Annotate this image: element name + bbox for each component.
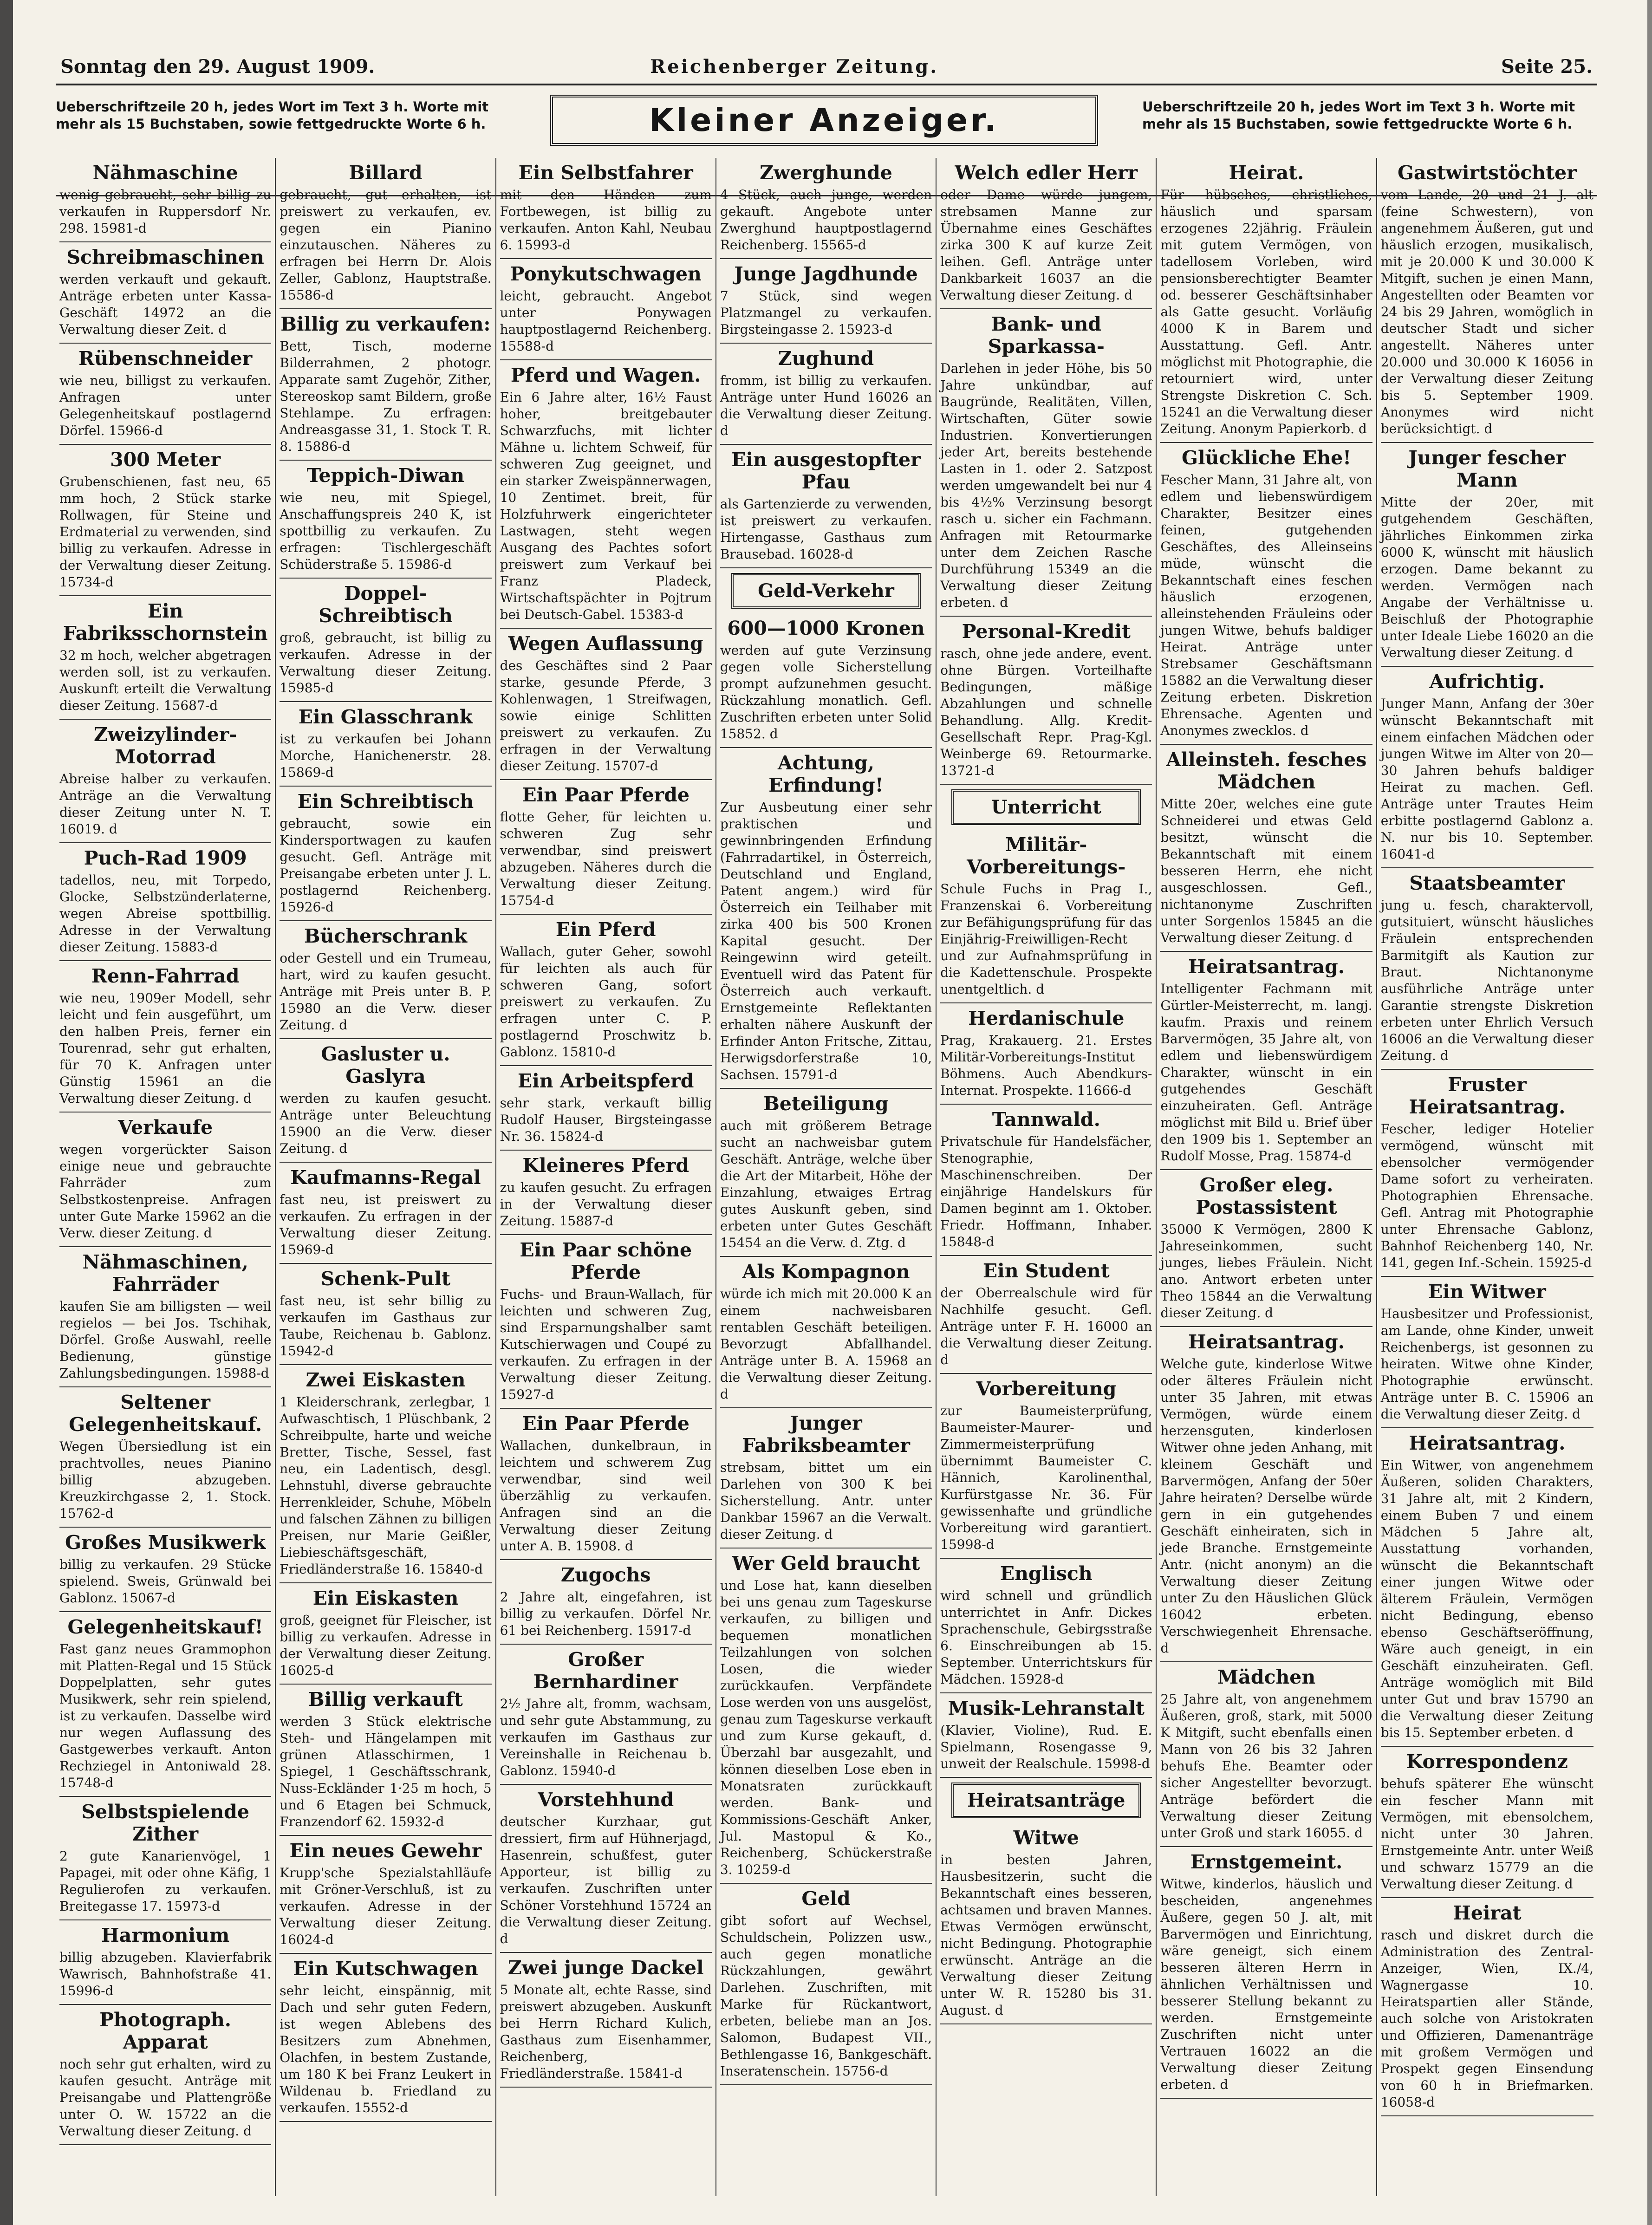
- ad-title: Glückliche Ehe!: [1181, 447, 1352, 469]
- ad-text: Grubenschienen, fast neu, 65 mm hoch, 2 Stück starke Rollwagen, für Steine und Erdmaterial zu verwenden, sind billig zu verkaufen. Adresse in der Verwaltung dieser Zeitung. 15734-d: [59, 474, 272, 590]
- ad-title: Heiratsantrag.: [1188, 956, 1345, 978]
- classified-ad: [500, 1785, 712, 1953]
- ad-text: oder Dame würde jungem, strebsamen Manne zur Übernahme eines Geschäftes zirka 300 K auf kurze Zeit leihen. Gefl. Anträge unter Dankbarkeit 16037 an die Verwaltung dieser Zeitung. d: [940, 187, 1152, 303]
- ad-text: wenig gebraucht, sehr billig zu verkaufen in Ruppersdorf Nr. 298. 15981-d: [59, 187, 272, 236]
- ad-text: deutscher Kurzhaar, gut dressiert, firm auf Hühnerjagd, Hasenrein, schußfest, guter Apporteur, ist billig zu verkaufen. Zuschriften unter Schöner Vorstehhund 15724 an die Verwaltung dieser Zeitung. d: [500, 1814, 712, 1946]
- ad-title: Gasluster u. Gaslyra: [321, 1043, 450, 1087]
- classified-ad: [280, 1583, 491, 1685]
- scan-edge-right: [1647, 0, 1652, 2225]
- ad-text: behufs späterer Ehe wünscht ein fescher Mann mit Vermögen, mit ebensolchem, nicht unter 30 Jahren. Ernstgemeinte Antr. unter Weiß und schwarz 15779 an die Verwaltung dieser Zeitung. d: [1380, 1776, 1593, 1892]
- classified-ad: [500, 629, 712, 780]
- ad-title: Herdanischule: [968, 1007, 1125, 1029]
- classified-ad: [500, 915, 712, 1066]
- ad-text: 2½ Jahre alt, fromm, wachsam, und sehr gute Abstammung, zu verkaufen im Gasthaus zur Vereinshalle in Reichenau b. Gablonz. 15940-d: [500, 1696, 712, 1778]
- ad-text: Fast ganz neues Grammophon mit Platten-Regal und 15 Stück Doppelplatten, sehr gutes Musikwerk, sehr rein spielend, ist zu verkaufen. Dasselbe wird nur wegen Auflassung des Gastgewerbes verkauft. Anton Rechziegel in Antoniwald 28. 15748-d: [59, 1641, 272, 1790]
- classified-ad: [59, 961, 271, 1112]
- classified-ad: [940, 1256, 1152, 1374]
- date-line: Sonntag den 29. August 1909.: [60, 56, 375, 78]
- ad-title: Heiratsantrag.: [1409, 1432, 1566, 1454]
- classified-ad: [500, 1235, 712, 1409]
- ad-title: Wer Geld braucht: [732, 1552, 920, 1574]
- newspaper-page: [56, 51, 1597, 2201]
- ad-text: Wallachen, dunkelbraun, in leichtem und schwerem Zug verwendbar, sind weil überzählig zu verkaufen. Anfragen sind an die Verwaltung dieser Zeitung unter A. B. 15908. d: [500, 1438, 712, 1554]
- ad-text: werden auf gute Verzinsung gegen volle Sicherstellung prompt aufzunehmen gesucht. Rückzahlung monatlich. Gefl. Zuschriften erbeten unter Solid 15852. d: [720, 643, 932, 742]
- ad-text: Abreise halber zu verkaufen. Anträge an die Verwaltung dieser Zeitung unter N. T. 16019. d: [59, 771, 272, 837]
- classified-ad: [940, 158, 1152, 309]
- classified-ad: [1160, 443, 1372, 745]
- ad-text: und Lose hat, kann dieselben bei uns genau zum Tageskurse verkaufen, zu billigen und bequemen monatlichen Teilzahlungen von solchen Losen, die wieder zurückkaufen. Verpfändete Lose werden von uns ausgelöst, genau zum Tageskurse verkauft und zum Kurse gekauft, d. Überzahl bar ausgezahlt, und können dieselben Lose eben in Monatsraten zurückkauft werden. Bank- und Kommissions-Geschäft Anker, Jul. Mastopul & Ko., Reichenberg, Schückerstraße 3. 10259-d: [720, 1578, 932, 1877]
- ad-title: Aufrichtig.: [1429, 670, 1545, 693]
- running-head: [56, 51, 1597, 85]
- classified-ad: [1160, 1662, 1372, 1847]
- ad-text: leicht, gebraucht. Angebot unter Ponywagen hauptpostlagernd Reichenberg. 15588-d: [500, 288, 712, 354]
- classified-ad: [59, 596, 271, 720]
- ad-title: Gelegenheitskauf!: [67, 1616, 263, 1638]
- ad-column-3: [496, 158, 716, 2196]
- ad-title: Ein Kutschwagen: [293, 1958, 478, 1980]
- classified-ad: [500, 780, 712, 915]
- ad-text: wird schnell und gründlich unterrichtet in Anfr. Dickes Sprachenschule, Gebirgsstraße 6. Einschreibungen ab 15. September. Unterrichtskurs für Mädchen. 15928-d: [940, 1588, 1152, 1687]
- ad-title: Ein Paar Pferde: [522, 1412, 689, 1435]
- classified-ad: [280, 579, 491, 702]
- ad-title: Ein Schreibtisch: [297, 790, 474, 813]
- ad-title: Junger Fabriksbeamter: [741, 1412, 911, 1457]
- classified-ad: [59, 344, 271, 445]
- ad-title: Schenk-Pult: [320, 1268, 451, 1290]
- classified-ad: [280, 1685, 491, 1836]
- ad-title: Billig verkauft: [308, 1688, 463, 1711]
- ad-text: Wallach, guter Geher, sowohl für leichten als auch für schweren Gang, sofort preiswert zu verkaufen. Zu erfragen unter C. P. postlagernd Proschwitz b. Gablonz. 15810-d: [500, 944, 712, 1060]
- ad-title: Ein Paar schöne Pferde: [520, 1239, 692, 1283]
- section-heading: Unterricht: [951, 789, 1141, 825]
- classified-ad: [1160, 952, 1372, 1170]
- classified-ad: [1381, 667, 1593, 868]
- ad-title: Zwerghunde: [760, 162, 892, 184]
- classified-ad: [280, 1163, 491, 1264]
- ad-text: sehr leicht, einspännig, mit Dach und sehr guten Federn, ist wegen Ablebens des Besitzers zum Abnehmen, Olachfen, in bestem Zustande, um 180 K bei Franz Leukert in Wildenau b. Friedland zu verkaufen. 15552-d: [280, 1983, 492, 2115]
- ad-text: 7 Stück, sind wegen Platzmangel zu verkaufen. Birgsteingasse 2. 15923-d: [720, 288, 932, 337]
- ad-title: Witwe: [1013, 1827, 1079, 1849]
- newspaper-name: Reichenberger Zeitung.: [650, 56, 939, 78]
- ad-text: gebraucht, sowie ein Kindersportwagen zu kaufen gesucht. Gefl. Anträge mit Preisangabe erbeten unter J. L. postlagernd Reichenberg. 15926-d: [280, 816, 492, 915]
- ad-text: fast neu, ist preiswert zu verkaufen. Zu erfragen in der Verwaltung dieser Zeitung. 15969-d: [280, 1192, 492, 1257]
- ad-title: Achtung, Erfindung!: [768, 752, 884, 796]
- ad-title: Fruster Heiratsantrag.: [1409, 1073, 1566, 1118]
- classified-ad: [720, 613, 932, 748]
- page-number: Seite 25.: [1501, 56, 1593, 78]
- classified-ad: [1160, 1847, 1372, 2099]
- classified-ad: [1381, 1070, 1593, 1277]
- ad-text: noch sehr gut erhalten, wird zu kaufen gesucht. Anträge mit Preisangabe und Plattengröße unter O. W. 15722 an die Verwaltung dieser Zeitung. d: [59, 2056, 272, 2139]
- ad-text: groß, gebraucht, ist billig zu verkaufen. Adresse in der Verwaltung dieser Zeitung. 15985-d: [280, 630, 492, 696]
- ad-text: Witwe, kinderlos, häuslich und bescheiden, angenehmes Äußere, gegen 50 J. alt, mit Barvermögen und Einrichtung, wäre geneigt, sich einem besseren älteren Herrn in ähnlichen Verhältnissen und besserer Stellung bekannt zu werden. Ernstgemeinte Zuschriften nicht unter Vertrauen 16022 an die Verwaltung dieser Zeitung erbeten. d: [1160, 1876, 1372, 2092]
- classified-ad: [940, 1823, 1152, 2024]
- ad-text: oder Gestell und ein Trumeau, hart, wird zu kaufen gesucht. Anträge mit Preis unter B. P. 15980 an die Verw. dieser Zeitung. d: [280, 950, 492, 1033]
- ad-text: 35000 K Vermögen, 2800 K Jahreseinkommen, sucht junges, liebes Fräulein. Nicht ano. Antwort erbeten unter Theo 15844 an die Verwaltung dieser Zeitung. d: [1160, 1222, 1372, 1321]
- ad-title: Welch edler Herr: [955, 162, 1138, 184]
- classified-ad: [720, 445, 932, 568]
- classified-ad: [59, 445, 271, 596]
- ad-text: billig zu verkaufen. 29 Stücke spielend. Sweis, Grünwald bei Gablonz. 15067-d: [59, 1557, 272, 1606]
- ad-title: Bücherschrank: [304, 925, 467, 947]
- classified-ad: [940, 1559, 1152, 1693]
- ad-text: würde ich mich mit 20.000 K an einem nachweisbaren rentablen Geschäft beteiligen. Bevorzugt Abfallhandel. Anträge unter B. A. 15968 an die Verwaltung dieser Zeitung. d: [720, 1286, 932, 1402]
- ad-text: Schule Fuchs in Prag I., Franzenskai 6. Vorbereitung zur Befähigungsprüfung für das Einjährig-Freiwilligen-Recht und zur Aufnahmsprüfung in die Kadettenschule. Prospekte unentgeltlich. d: [940, 881, 1152, 997]
- ad-title: Vorbereitung: [976, 1378, 1117, 1400]
- ad-text: auch mit größerem Betrage sucht an nachweisbar gutem Geschäft. Anträge, welche über die Art der Mitarbeit, Höhe der Einzahlung, etwaiges Ertrag gutes Auskunft geben, sind erbeten unter Gutes Geschäft 15454 an die Verw. d. Ztg. d: [720, 1118, 932, 1250]
- ad-text: Fescher, lediger Hotelier vermögend, wünscht mit ebensolcher vermögender Dame sofort zu verheiraten. Photographien Ehrensache. Gefl. Antrag mit Photographie unter Ehrensache Gablonz, Bahnhof Reichenberg 140, Nr. 141, gegen Inf.-Schein. 15925-d: [1380, 1121, 1593, 1270]
- classified-ad: [500, 1953, 712, 2088]
- classified-ad: [500, 158, 712, 259]
- ad-title: Junger fescher Mann: [1408, 447, 1566, 491]
- ad-title: Ein Selbstfahrer: [518, 162, 693, 184]
- classified-ad: [280, 1365, 491, 1583]
- ad-title: Kleineres Pferd: [522, 1154, 689, 1177]
- ad-text: tadellos, neu, mit Torpedo, Glocke, Selbstzünderlaterne, wegen Abreise spottbillig. Adresse in der Verwaltung dieser Zeitung. 15883-d: [59, 872, 272, 955]
- ad-title: Wegen Auflassung: [508, 632, 703, 655]
- ad-text: mit den Händen zum Fortbewegen, ist billig zu verkaufen. Anton Kahl, Neubau 6. 15993-d: [500, 187, 712, 253]
- ad-title: Heiratsantrag.: [1188, 1331, 1345, 1353]
- ad-text: rasch, ohne jede andere, event. ohne Bürgen. Vorteilhafte Bedingungen, mäßige Abzahlungen und schnelle Behandlung. Allg. Kredit-Gesellschaft Repr. Prag-Kgl. Weinberge 69. Retourmarke. 13721-d: [940, 646, 1152, 778]
- ad-title: Militär-Vorbereitungs-: [967, 833, 1126, 878]
- classified-ad: [1160, 1170, 1372, 1327]
- ad-text: der Oberrealschule wird für Nachhilfe gesucht. Gefl. Anträge unter F. H. 16000 an die Verwaltung dieser Zeitung. d: [940, 1285, 1152, 1367]
- classified-ad: [59, 1528, 271, 1612]
- ad-text: ist zu verkaufen bei Johann Morche, Hanichenerstr. 28. 15869-d: [280, 731, 492, 780]
- classified-ad: [1160, 158, 1372, 443]
- ad-title: Zweizylinder-Motorrad: [93, 723, 237, 768]
- ad-text: sehr stark, verkauft billig Rudolf Hauser, Birgsteingasse Nr. 36. 15824-d: [500, 1095, 712, 1144]
- ad-text: 5 Monate alt, echte Rasse, sind preiswert abzugeben. Auskunft bei Herrn Richard Kulich, Gasthaus zum Eisenhammer, Reichenberg, Friedländerstraße. 15841-d: [500, 1982, 712, 2081]
- classified-ad: [59, 1920, 271, 2005]
- classified-ad: [280, 1954, 491, 2122]
- ad-text: Intelligenter Fachmann mit Gürtler-Meisterrecht, m. langj. kaufm. Praxis und reinem Barvermögen, 35 Jahre alt, von edlem und liebenswürdigem Charakter, wünscht in ein gutgehendes Geschäft einzuheiraten. Gefl. Anträge möglichst mit Bild u. Brief über den 1909 bis 1. September an Rudolf Mosse, Prag. 15874-d: [1160, 981, 1372, 1164]
- classified-ad: [500, 1066, 712, 1151]
- classified-ad: [940, 1105, 1152, 1256]
- classified-ad: [500, 1151, 712, 1235]
- classified-ad: [1381, 1747, 1593, 1898]
- ad-title: Ein neues Gewehr: [289, 1840, 482, 1862]
- ad-text: Mitte der 20er, mit gutgehendem Geschäften, jährliches Einkommen zirka 6000 K, wünscht mit häuslich erzogen. Dame bekannt zu werden. Vermögen nach Angabe der Verhältnisse u. Beischluß der Photographie unter Ideale Liebe 16020 an die Verwaltung dieser Zeitung. d: [1380, 494, 1593, 660]
- classified-ad: [280, 702, 491, 787]
- ad-column-2: [276, 158, 496, 2196]
- ad-text: Für hübsches, christliches, häuslich und sparsam erzogenes 22jährig. Fräulein mit gutem Vermögen, von tadellosem Vorleben, wird pensionsberechtigter Beamter od. besserer Geschäftsinhaber als Gatte gesucht. Vorläufig 4000 K in Barem und Ausstattung. Gefl. Antr. möglichst mit Photographie, die retourniert wird, unter Strengste Diskretion C. Sch. 15241 an die Verwaltung dieser Zeitung. Anonym Papierkorb. d: [1160, 187, 1372, 436]
- ad-title: Zwei junge Dackel: [507, 1957, 704, 1979]
- classified-ad: [280, 461, 491, 579]
- classified-ad: [280, 309, 491, 461]
- ad-title: Ein Fabriksschornstein: [63, 600, 268, 644]
- ad-title: Junge Jagdhunde: [734, 263, 918, 285]
- ad-column-7: [1377, 158, 1597, 2196]
- ad-text: Krupp'sche Spezialstahlläufe mit Gröner-Verschluß, ist zu verkaufen. Adresse in der Verwaltung dieser Zeitung. 16024-d: [280, 1865, 492, 1947]
- ad-text: Zur Ausbeutung einer sehr praktischen und gewinnbringenden Erfindung (Fahrradartikel, in Österreich, Deutschland und England, Patent angem.) wird für Österreich ein Teilhaber mit zirka 400 bis 500 Kronen Kapital gesucht. Der Reingewinn wird geteilt. Eventuell wird das Patent für Österreich auch verkauft. Ernstgemeinte Reflektanten erhalten nähere Auskunft der Erfinder Anton Fritsche, Zittau, Herwigsdorferstraße 10, Sachsen. 15791-d: [720, 800, 932, 1082]
- classified-ad: [500, 1560, 712, 1645]
- ad-text: Mitte 20er, welches eine gute Schneiderei und etwas Geld besitzt, wünscht die Bekanntschaft mit einem besseren Herrn, ehe nicht ausgeschlossen. Gefl., nichtanonyme Zuschriften unter Sorgenlos 15845 an die Verwaltung dieser Zeitung. d: [1160, 796, 1372, 945]
- classified-ad: [1381, 1898, 1593, 2116]
- ad-title: Heirat.: [1229, 162, 1304, 184]
- section-heading: Geld-Verkehr: [731, 573, 921, 609]
- ad-title: Seltener Gelegenheitskauf.: [69, 1391, 262, 1436]
- ad-title: Rübenschneider: [78, 347, 253, 370]
- ad-text: Fuchs- und Braun-Wallach, für leichten und schweren Zug, sind Ersparnungshalber samt Kutschierwagen und Coupé zu verkaufen. Zu erfragen in der Verwaltung dieser Zeitung. 15927-d: [500, 1287, 712, 1402]
- ad-text: zu kaufen gesucht. Zu erfragen in der Verwaltung dieser Zeitung. 15887-d: [500, 1180, 712, 1229]
- ad-text: werden zu kaufen gesucht. Anträge unter Beleuchtung 15900 an die Verw. dieser Zeitung. d: [280, 1091, 492, 1156]
- ad-text: wie neu, billigst zu verkaufen. Anfragen unter Gelegenheitskauf postlagernd Dörfel. 15966-d: [59, 373, 272, 438]
- ad-column-4: [716, 158, 937, 2196]
- ad-title: Alleinsteh. fesches Mädchen: [1166, 748, 1367, 793]
- ad-text: werden verkauft und gekauft. Anträge erbeten unter Kassa-Geschäft 14972 an die Verwaltung dieser Zeit. d: [59, 272, 272, 337]
- ad-text: wie neu, 1909er Modell, sehr leicht und fein ausgeführt, um den halben Preis, ferner ein Tourenrad, sehr gut erhalten, für 70 K. Anfragen unter Günstig 15961 an die Verwaltung dieser Zeitung. d: [59, 990, 272, 1106]
- ad-text: Welche gute, kinderlose Witwe oder älteres Fräulein nicht unter 35 Jahren, mit etwas Vermögen, würde einem herzensguten, kinderlosen Witwer ohne jeden Anhang, mit kleinem Geschäft und Barvermögen, Anfang der 50er Jahre heiraten? Derselbe würde gern in ein gutgehendes Geschäft einheiraten, sich in jede Branche. Ernstgemeinte Antr. (nicht anonym) an die Verwaltung dieser Zeitung unter Zu den Häuslichen Glück 16042 erbeten. Verschwiegenheit Ehrensache. d: [1160, 1356, 1372, 1656]
- section-title: Kleiner Anzeiger.: [550, 95, 1098, 146]
- ad-title: Ein Paar Pferde: [522, 784, 689, 806]
- classified-ad: [59, 1387, 271, 1528]
- ad-text: fromm, ist billig zu verkaufen. Anträge unter Hund 16026 an die Verwaltung dieser Zeitung. d: [720, 373, 932, 438]
- ad-title: Doppel-Schreibtisch: [319, 582, 453, 627]
- ad-title: Schreibmaschinen: [66, 246, 264, 268]
- classified-ad: [940, 830, 1152, 1003]
- ad-text: wie neu, mit Spiegel, Anschaffungspreis 240 K, ist spottbillig zu verkaufen. Zu erfragen: Tischlergeschäft Schüderstraße 5. 15986-d: [280, 490, 492, 572]
- ad-title: Billard: [349, 162, 423, 184]
- ad-title: Tannwald.: [992, 1108, 1100, 1131]
- ad-text: Ein 6 Jahre alter, 16½ Faust hoher, breitgebauter Schwarzfuchs, mit lichter Mähne u. lichtem Schweif, für schweren Zug geeignet, und ein starker Zweispännerwagen, 10 Zentimet. breit, für Holzfuhrwerk eingerichteter Lastwagen, steht wegen Ausgang des Pachtes sofort preiswert zum Verkauf bei Franz Pladeck, Wirtschaftspächter in Pojtrum bei Deutsch-Gabel. 15383-d: [500, 390, 712, 622]
- ad-title: Zugochs: [560, 1564, 651, 1586]
- classified-ad: [280, 158, 491, 309]
- ad-title: Zughund: [778, 347, 874, 370]
- classified-ad: [940, 617, 1152, 785]
- ad-text: kaufen Sie am billigsten — weil regielos — bei Jos. Tschihak, Dörfel. Große Auswahl, reelle Bedienung, günstige Zahlungsbedingungen. 15988-d: [59, 1299, 272, 1381]
- classified-ad: [59, 1797, 271, 1920]
- ad-column-1: [56, 158, 276, 2196]
- price-note-left: Ueberschriftzeile 20 h, jedes Wort im Text 3 h. Worte mit mehr als 15 Buchstaben, sowie fettgedruckte Worte 6 h.: [56, 99, 489, 132]
- classified-ad: [500, 1645, 712, 1785]
- ad-title: Geld: [801, 1887, 851, 1910]
- ad-text: zur Baumeisterprüfung, Baumeister-Maurer- und Zimmermeisterprüfung übernimmt Baumeister C. Hännich, Karolinenthal, Kurfürstgasse Nr. 36. Für gewissenhafte und gründliche Vorbereitung wird garantiert. 15998-d: [940, 1403, 1152, 1552]
- ad-text: 1 Kleiderschrank, zerlegbar, 1 Aufwaschtisch, 1 Plüschbank, 2 Schreibpulte, harte und weiche Bretter, Tische, Sessel, fast neu, ein Ladentisch, desgl. Lehnstuhl, diverse gebrauchte Herrenkleider, Schuhe, Möbeln und falschen Zähnen zu billigen Preisen, nur Marie Geißler, Liebieschäftsgeschäft, Friedländerstraße 16. 15840-d: [280, 1394, 492, 1577]
- classified-ad: [59, 1612, 271, 1797]
- section-heading: Heiratsanträge: [951, 1783, 1141, 1818]
- classified-ad: [940, 309, 1152, 617]
- classified-ad: [59, 1112, 271, 1247]
- classified-ad: [720, 259, 932, 344]
- ad-title: Ponykutschwagen: [510, 263, 702, 285]
- ad-title: Ein Arbeitspferd: [518, 1070, 694, 1092]
- classified-ad: [720, 1548, 932, 1884]
- ad-title: Verkaufe: [118, 1116, 213, 1139]
- ad-text: in besten Jahren, Hausbesitzerin, sucht die Bekanntschaft eines besseren, achtsamen und braven Mannes. Etwas Vermögen erwünscht, nicht Bedingung. Photographie erwünscht. Anträge an die Verwaltung dieser Zeitung unter W. R. 15280 bis 31. August. d: [940, 1852, 1152, 2018]
- ad-title: Englisch: [1000, 1562, 1093, 1585]
- scan-edge: [0, 0, 13, 2225]
- ad-text: Privatschule für Handelsfächer, Stenographie, Maschinenschreiben. Der einjährige Handelskurs für Damen beginnt am 1. Oktober. Friedr. Hoffmann, Inhaber. 15848-d: [940, 1134, 1152, 1249]
- ad-title: Ein Witwer: [1428, 1281, 1546, 1303]
- ad-text: als Gartenzierde zu verwenden, ist preiswert zu verkaufen. Hirtengasse, Gasthaus zum Brausebad. 16028-d: [720, 496, 932, 562]
- ad-title: Staatsbeamter: [1409, 872, 1565, 894]
- ad-title: Pferd und Wagen.: [510, 364, 701, 386]
- ad-title: Ein Student: [982, 1260, 1110, 1282]
- classified-ad: [500, 259, 712, 360]
- ad-title: Kaufmanns-Regal: [290, 1166, 481, 1189]
- ad-title: Großer eleg. Postassistent: [1196, 1174, 1337, 1218]
- ad-title: Selbstspielende Zither: [81, 1801, 249, 1845]
- ad-text: Prag, Krakauerg. 21. Erstes Militär-Vorbereitungs-Institut Böhmens. Auch Abendkurs-Internat. Prospekte. 11666-d: [940, 1033, 1152, 1098]
- ad-text: wegen vorgerückter Saison einige neue und gebrauchte Fahrräder zum Selbstkostenpreise. Anfragen unter Gute Marke 15962 an die Verw. dieser Zeitung. d: [59, 1142, 272, 1241]
- ad-text: Junger Mann, Anfang der 30er wünscht Bekanntschaft mit einem einfachen Mädchen oder jungen Witwe im Alter von 20—30 Jahren behufs baldiger Heirat zu machen. Gefl. Anträge unter Trautes Heim erbitte postlagernd Gablonz a. N. nur bis 10. September. 16041-d: [1380, 696, 1593, 862]
- ad-column-5: [937, 158, 1157, 2196]
- ad-text: 4 Stück, auch junge, werden gekauft. Angebote unter Zwerghund hauptpostlagernd Reichenberg. 15565-d: [720, 187, 932, 253]
- classified-ad: [1381, 158, 1593, 443]
- ad-title: 600—1000 Kronen: [727, 617, 925, 639]
- classified-ad: [500, 1409, 712, 1560]
- classified-ad: [940, 1003, 1152, 1105]
- ad-title: Ein ausgestopfter Pfau: [731, 449, 921, 493]
- ad-title: Ein Eiskasten: [312, 1587, 459, 1609]
- ad-column-6: [1157, 158, 1377, 2196]
- ad-text: werden 3 Stück elektrische Steh- und Hängelampen mit grünen Atlasschirmen, 1 Spiegel, 1 Geschäftsschrank, Nuss-Eckländer 1·25 m hoch, 5 und 6 Etagen bei Schmuck, Franzendorf 62. 15932-d: [280, 1714, 492, 1829]
- ad-title: Als Kompagnon: [742, 1261, 910, 1283]
- ad-columns: [56, 158, 1597, 2196]
- ad-text: rasch und diskret durch die Administration des Zentral-Anzeiger, Wien, IX./4, Wagnergasse 10. Heiratspartien aller Stände, auch solche von Aristokraten und Offizieren, Damenanträge mit großem Vermögen und Prospekt gegen Einsendung von 60 h in Briefmarken. 16058-d: [1380, 1927, 1593, 2110]
- classified-ad: [59, 2005, 271, 2145]
- ad-text: Hausbesitzer und Professionist, am Lande, ohne Kinder, unweit Reichenbergs, ist gesonnen zu heiraten. Witwe ohne Kinder, Photographie erwünscht. Anträge unter B. C. 15906 an die Verwaltung dieser Zeitg. d: [1380, 1306, 1593, 1422]
- classified-ad: [280, 787, 491, 921]
- ad-text: vom Lande, 20 und 21 J. alt (feine Schwestern), von angenehmem Äußeren, gut und häuslich erzogen, musikalisch, mit je 20.000 K und 30.000 K Mitgift, suchen je einen Mann, Angestellten oder Beamten vor 24 bis 29 Jahren, womöglich in deutscher Stadt und sicher angestellt. Näheres unter 20.000 und 30.000 K 16056 in der Verwaltung dieser Zeitung bis 5. September 1909. Anonymes wird nicht berücksichtigt. d: [1380, 187, 1593, 436]
- ad-text: gebraucht, gut erhalten, ist preiswert zu verkaufen, ev. gegen ein Pianino einzutauschen. Näheres zu erfragen bei Herrn Dr. Alois Zeller, Gablonz, Hauptstraße. 15586-d: [280, 187, 492, 303]
- classified-ad: [720, 1884, 932, 2085]
- ad-text: strebsam, bittet um ein Darlehen von 300 K bei Sicherstellung. Antr. unter Dankbar 15967 an die Verwalt. dieser Zeitung. d: [720, 1460, 932, 1542]
- ad-text: gibt sofort auf Wechsel, Schuldschein, Polizzen usw., auch gegen monatliche Rückzahlungen, gewährt Darlehen. Zuschriften, mit Marke für Rückantwort, erbeten, beliebe man an Jos. Salomon, Budapest VII., Bethlengasse 16, Bankgeschäft. Inseratenschein. 15756-d: [720, 1913, 932, 2079]
- ad-text: des Geschäftes sind 2 Paar starke, gesunde Pferde, 3 Kohlenwagen, 1 Streifwagen, sowie einige Schlitten preiswert zu verkaufen. Zu erfragen in der Verwaltung dieser Zeitung. 15707-d: [500, 658, 712, 774]
- ad-title: Heirat: [1453, 1902, 1522, 1924]
- ad-title: Großes Musikwerk: [65, 1531, 266, 1554]
- ad-text: jung u. fesch, charaktervoll, gutsituiert, wünscht häusliches Fräulein entsprechenden Barmitgift als Kaution zur Braut. Nichtanonyme ausführliche Anträge unter Garantie strengste Diskretion erbeten unter Ehrlich Versuch 16006 an die Verwaltung dieser Zeitung. d: [1380, 898, 1593, 1063]
- classified-ad: [720, 1089, 932, 1257]
- classified-ad: [1381, 443, 1593, 667]
- ad-title: Harmonium: [101, 1924, 230, 1946]
- classified-ad: [1381, 1277, 1593, 1428]
- ad-title: Personal-Kredit: [962, 620, 1131, 643]
- classified-ad: [720, 158, 932, 259]
- classified-ad: [280, 921, 491, 1039]
- classified-ad: [1160, 1327, 1372, 1662]
- ad-title: Großer Bernhardiner: [533, 1648, 678, 1693]
- classified-ad: [940, 1374, 1152, 1559]
- classified-ad: [1381, 1428, 1593, 1747]
- ad-title: Mädchen: [1217, 1666, 1316, 1688]
- ad-title: Nähmaschine: [92, 162, 238, 184]
- classified-ad: [720, 344, 932, 445]
- ad-text: Darlehen in jeder Höhe, bis 50 Jahre unkündbar, auf Baugründe, Realitäten, Villen, Wirtschaften, Güter sowie Industrien. Konvertierungen jeder Art, bereits bestehende Lasten in 1. oder 2. Satzpost werden umgewandelt bei nur 4 bis 4½% Verzinsung besorgt rasch u. sicher ein Fachmann. Anfragen mit Retourmarke unter dem Zeichen Rasche Durchführung 15349 an die Verwaltung dieser Zeitung erbeten. d: [940, 361, 1152, 610]
- classified-ad: [59, 158, 271, 242]
- ad-text: Fescher Mann, 31 Jahre alt, von edlem und liebenswürdigem Charakter, Besitzer eines feinen, gutgehenden Geschäftes, des Alleinseins müde, wünscht die Bekanntschaft eines feschen häuslich erzogenen, alleinstehenden Fräuleins oder jungen Witwe, behufs baldiger Heirat. Anträge unter Strebsamer Geschäftsmann 15882 an die Verwaltung dieser Zeitung erbeten. Diskretion Ehrensache. Agenten und Anonymes zwecklos. d: [1160, 472, 1372, 738]
- ad-title: 300 Meter: [110, 449, 221, 471]
- classified-ad: [280, 1264, 491, 1365]
- ad-text: (Klavier, Violine), Rud. E. Spielmann, Rosengasse 9, unweit der Realschule. 15998-d: [940, 1723, 1152, 1771]
- ad-title: Ein Pferd: [555, 918, 656, 941]
- ad-title: Gastwirtstöchter: [1397, 162, 1577, 184]
- ad-text: 2 Jahre alt, eingefahren, ist billig zu verkaufen. Dörfel Nr. 61 bei Reichenberg. 15917-d: [500, 1589, 712, 1638]
- ad-text: groß, geeignet für Fleischer, ist billig zu verkaufen. Adresse in der Verwaltung dieser Zeitung. 16025-d: [280, 1613, 492, 1678]
- ad-text: billig abzugeben. Klavierfabrik Wawrisch, Bahnhofstraße 41. 15996-d: [59, 1950, 272, 1998]
- ad-text: flotte Geher, für leichten u. schweren Zug sehr verwendbar, sind preiswert abzugeben. Näheres durch die Verwaltung dieser Zeitung. 15754-d: [500, 809, 712, 908]
- ad-text: 32 m hoch, welcher abgetragen werden soll, ist zu verkaufen. Auskunft erteilt die Verwaltung dieser Zeitung. 15687-d: [59, 648, 272, 713]
- ad-title: Beteiligung: [763, 1093, 889, 1115]
- ad-text: Ein Witwer, von angenehmem Äußeren, soliden Charakters, 31 Jahre alt, mit 2 Kindern, einem Buben 7 und einem Mädchen 5 Jahre alt, Ausstattung vorhanden, wünscht die Bekanntschaft einer jungen Witwe oder älterem Fräulein, Vermögen nicht Bedingung, ebenso ebenso Geschäftseröffnung, Wäre auch geneigt, in ein Geschäft einzuheiraten. Gefl. Anträge womöglich mit Bild unter Gut und brav 15790 an die Verwaltung dieser Zeitung bis 15. September erbeten. d: [1380, 1457, 1593, 1740]
- ad-title: Bank- und Sparkassa-: [988, 313, 1105, 358]
- ad-title: Ein Glasschrank: [298, 706, 473, 728]
- classified-ad: [1381, 868, 1593, 1070]
- ad-title: Teppich-Diwan: [306, 464, 465, 487]
- classified-ad: [280, 1836, 491, 1954]
- ad-title: Photograph. Apparat: [99, 2009, 232, 2053]
- ad-title: Ernstgemeint.: [1190, 1851, 1343, 1873]
- ad-text: Bett, Tisch, moderne Bilderrahmen, 2 photogr. Apparate samt Zugehör, Zither, Stereoskop samt Bildern, große Stehlampe. Zu erfragen: Andreasgasse 31, 1. Stock T. R. 8. 15886-d: [280, 338, 492, 454]
- ad-title: Vorstehhund: [538, 1789, 674, 1811]
- classified-ad: [940, 1693, 1152, 1778]
- classified-ad: [59, 843, 271, 961]
- price-note-right: Ueberschriftzeile 20 h, jedes Wort im Text 3 h. Worte mit mehr als 15 Buchstaben, sowie fettgedruckte Worte 6 h.: [1142, 99, 1575, 132]
- classified-ad: [280, 1039, 491, 1163]
- ad-title: Renn-Fahrrad: [91, 965, 240, 987]
- ad-text: fast neu, ist sehr billig zu verkaufen im Gasthaus zur Taube, Reichenau b. Gablonz. 15942-d: [280, 1293, 492, 1359]
- classified-ad: [720, 748, 932, 1089]
- ad-title: Korrespondenz: [1406, 1750, 1568, 1773]
- classified-ad: [1160, 745, 1372, 952]
- classified-ad: [720, 1408, 932, 1548]
- classified-ad: [59, 1247, 271, 1387]
- classified-ad: [500, 360, 712, 629]
- ad-text: 2 gute Kanarienvögel, 1 Papagei, mit oder ohne Käfig, 1 Regulierofen zu verkaufen. Breitegasse 17. 15973-d: [59, 1848, 272, 1914]
- classified-ad: [59, 720, 271, 843]
- ad-text: 25 Jahre alt, von angenehmem Äußeren, groß, stark, mit 5000 K Mitgift, sucht ebenfalls einen Mann von 26 bis 32 Jahren behufs Ehe. Beamter oder sicher Angestellter bevorzugt. Anträge befördert die Verwaltung dieser Zeitung unter Groß und stark 16055. d: [1160, 1692, 1372, 1841]
- ad-title: Billig zu verkaufen:: [280, 313, 491, 335]
- ad-title: Zwei Eiskasten: [306, 1369, 466, 1391]
- ad-text: Wegen Übersiedlung ist ein prachtvolles, neues Pianino billig abzugeben. Kreuzkirchgasse 2, 1. Stock. 15762-d: [59, 1439, 272, 1521]
- ad-title: Nähmaschinen, Fahrräder: [82, 1251, 248, 1295]
- ad-title: Musik-Lehranstalt: [948, 1697, 1145, 1719]
- classified-ad: [59, 242, 271, 344]
- classified-ad: [720, 1257, 932, 1408]
- ad-title: Puch-Rad 1909: [84, 847, 247, 869]
